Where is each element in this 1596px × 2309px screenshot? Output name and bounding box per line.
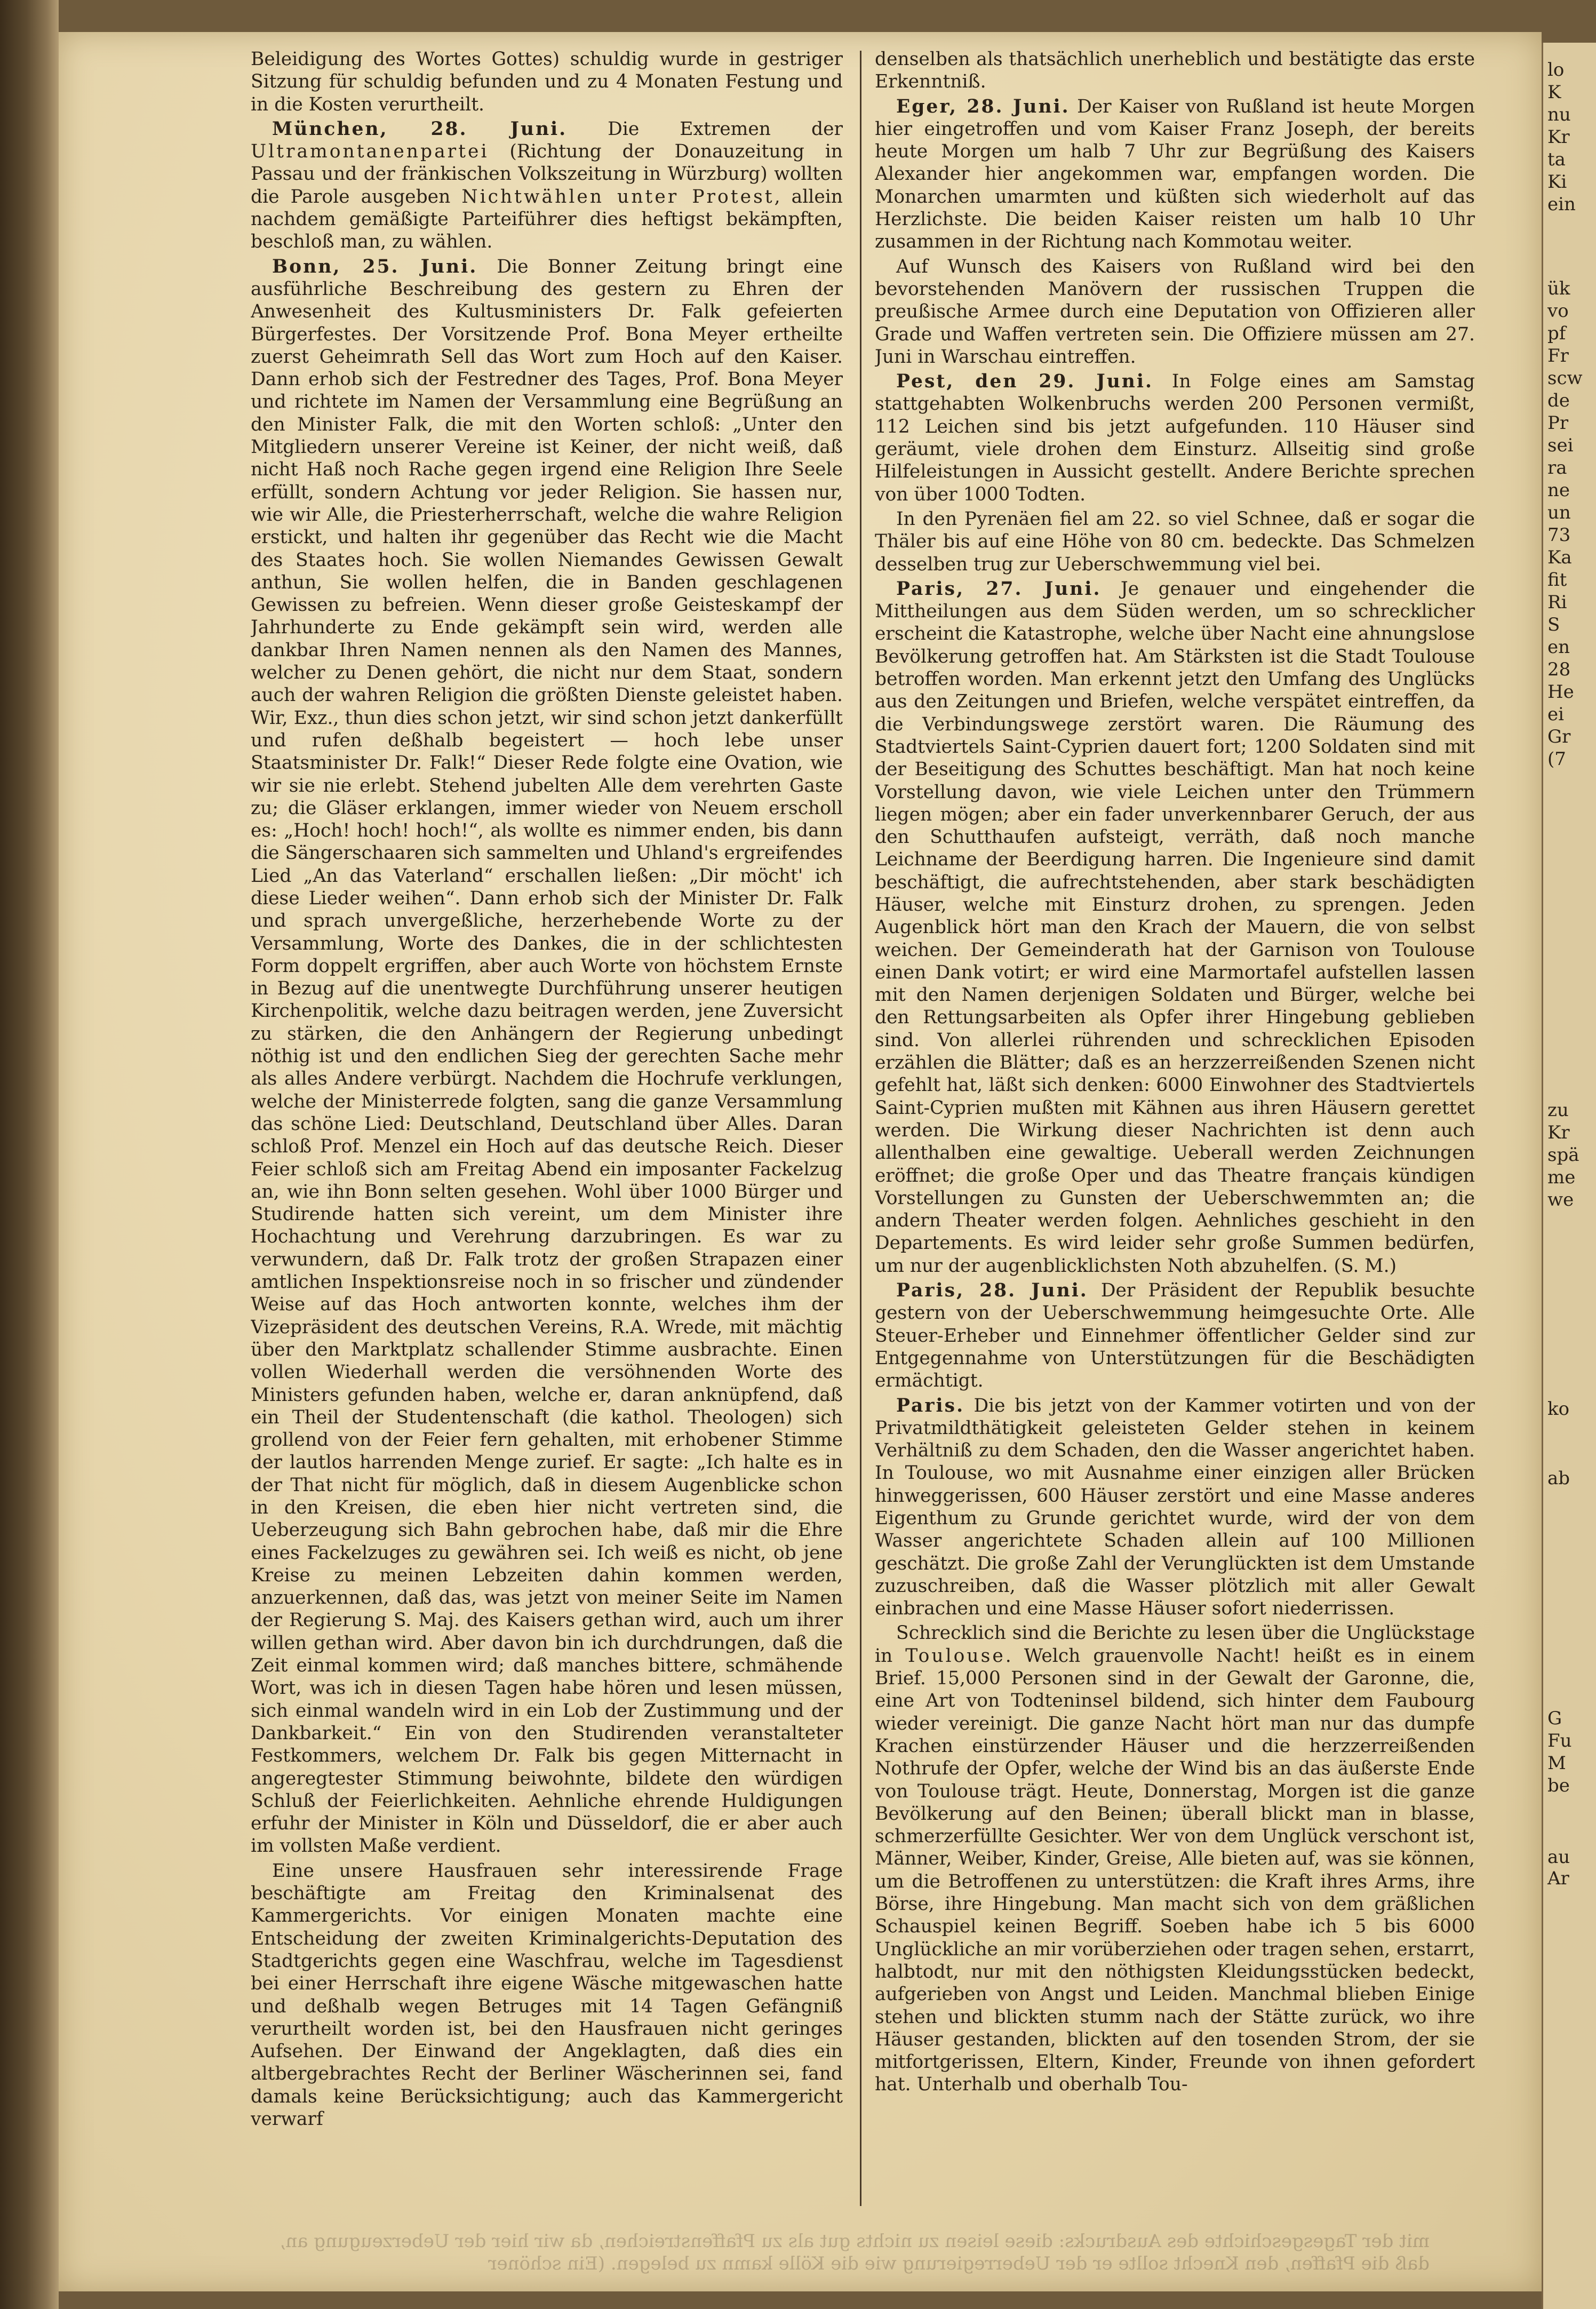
adjacent-page-fragment: sei: [1547, 435, 1574, 456]
adjacent-page-fragment: 28: [1547, 659, 1571, 680]
adjacent-page-fragment: Fu: [1547, 1730, 1572, 1751]
adjacent-page-fragment: de: [1547, 390, 1570, 411]
adjacent-page-fragment: K: [1547, 82, 1561, 103]
muenchen-text-c: , allein nachdem gemäßigte Parteiführer dies heftigst bekämpften, beschloß man, zu wählen.: [251, 186, 843, 253]
adjacent-page-fragment: fit: [1547, 569, 1567, 591]
dateline-bonn: Bonn, 25. Juni.: [272, 256, 478, 277]
adjacent-page-fragment: Kr: [1547, 126, 1570, 148]
adjacent-page-fragment: ko: [1547, 1398, 1570, 1420]
city-toulouse: Toulouse: [905, 1645, 1006, 1667]
adjacent-page-fragment: Fr: [1547, 345, 1569, 367]
slogan: Nichtwählen unter Protest: [461, 186, 775, 208]
adjacent-page-fragment: scw: [1547, 368, 1583, 389]
adjacent-page-fragment: He: [1547, 681, 1574, 703]
adjacent-page-fragment: en: [1547, 636, 1570, 658]
dateline-paris-28: Paris, 28. Juni.: [896, 1280, 1088, 1302]
source-note: (S. M.): [1334, 1255, 1397, 1277]
adjacent-page-fragment: zu: [1547, 1100, 1569, 1121]
article-continuation: Beleidigung des Wortes Gottes) schuldig wurde in gestriger Sitzung für schuldig befunden und zu 4 Monaten Festung und in die Kosten verurtheilt.: [251, 49, 843, 115]
article-paris-28: [875, 1279, 1475, 1392]
adjacent-page-fragment: (7: [1547, 749, 1566, 770]
adjacent-page-fragment: Pr: [1547, 412, 1569, 434]
article-toulouse: [875, 1622, 1475, 2096]
article-eger: [875, 95, 1475, 253]
article-continuation-right: denselben als thatsächlich unerheblich und bestätigte das erste Erkenntniß.: [875, 49, 1475, 93]
adjacent-page-fragment: we: [1547, 1189, 1574, 1211]
adjacent-page-fragment: Ki: [1547, 171, 1567, 193]
adjacent-page-fragment: ei: [1547, 704, 1564, 725]
adjacent-page-fragment: Ri: [1547, 592, 1567, 613]
article-russland: Auf Wunsch des Kaisers von Rußland wird bei den bevorstehenden Manövern der russischen Truppen die preußische Armee durch eine Deputation von Offizieren aller Grade und Waffen vertreten sein. Die Offiziere müssen am 27. Juni in Warschau eintreffen.: [875, 256, 1475, 368]
adjacent-page-edge: [1542, 43, 1596, 2309]
paris-text: Die bis jetzt von der Kammer votirten und von der Privatmildthätigkeit geleisteten Gelder stehen in keinem Verhältniß zu dem Schaden, den die Wasser angerichtet haben. In Toulouse, wo mit Ausnahme einer einzigen aller Brücken hinweggerissen, 600 Häuser zerstört und eine Masse anderes Eigenthum zu Grunde gerichtet wurde, wird der von dem Wasser angerichtete Schaden allein auf 100 Millionen geschätzt. Die große Zahl der Verunglückten ist dem Umstande zuzuschreiben, daß die Wasser plötzlich mit aller Gewalt einbrachen und eine Masse Häuser sofort niederrissen.: [875, 1395, 1475, 1620]
muenchen-text-b: (Richtung der Donauzeitung in Passau und der fränkischen Volkszeitung in Würzburg) wollten die Parole ausgeben: [251, 141, 843, 208]
article-muenchen: [251, 118, 843, 253]
adjacent-page-fragment: Ar: [1547, 1868, 1569, 1889]
article-bonn: [251, 256, 843, 1858]
adjacent-page-fragment: G: [1547, 1708, 1562, 1729]
dateline-eger: Eger, 28. Juni.: [896, 95, 1070, 117]
adjacent-page-fragment: ra: [1547, 457, 1567, 479]
adjacent-page-fragment: ein: [1547, 194, 1576, 215]
adjacent-page-fragment: Ka: [1547, 547, 1572, 568]
article-paris-27: [875, 578, 1475, 1277]
dateline-paris-27: Paris, 27. Juni.: [896, 578, 1102, 600]
adjacent-page-fragment: Gr: [1547, 726, 1571, 747]
eger-text: Der Kaiser von Rußland ist heute Morgen hier eingetroffen und vom Kaiser Franz Joseph, der bereits heute Morgen um halb 7 Uhr zur Begrüßung des Kaisers Alexander hier angekommen war, empfangen worden. Die Monarchen umarmten und küßten sich wiederholt auf das Herzlichste. Die beiden Kaiser reisten um halb 10 Uhr zusammen in der Richtung nach Kommotau weiter.: [875, 95, 1475, 253]
adjacent-page-fragment: spä: [1547, 1144, 1579, 1166]
right-column: [875, 48, 1475, 2214]
column-divider: [860, 51, 861, 2206]
bleed-through-text: mit der Tagesgeschichte des Ausdrucks: diese leisen zu nichts gut als zu Pfaffenstreichen, da wir hier der Ueberzeugung an, daß die Pfaffen, den Knecht sollte er der Ueberregierung wie die Kölle kamn zu belegen. (Ein schöner: [280, 2231, 1430, 2274]
dateline-muenchen: München, 28. Juni.: [272, 118, 568, 140]
adjacent-page-fragment: ab: [1547, 1468, 1570, 1489]
adjacent-page-fragment: Kr: [1547, 1122, 1570, 1143]
book-binding-shadow: [0, 0, 59, 2309]
paris-27-text: Je genauer und eingehender die Mittheilungen aus dem Süden werden, um so schrecklicher erscheint die Katastrophe, welche über Nacht eine ahnungslose Bevölkerung getroffen hat. Am Stärksten ist die Stadt Toulouse betroffen worden. Man erkennt jetzt den Umfang des Unglücks aus den Zeitungen und Briefen, welche verspätet eintreffen, da die Verbindungswege zerstört waren. Die Räumung des Stadtviertels Saint-Cyprien dauert fort; 1200 Soldaten sind mit der Beseitigung des Schuttes beschäftigt. Man hat noch keine Vorstellung davon, wie viele Leichen unter den Trümmern liegen mögen; aber ein fader unverkennbarer Geruch, der aus den Schutthaufen aufsteigt, verräth, daß noch manche Leichname der Beerdigung harren. Die Ingenieure sind damit beschäftigt, die aufrechtstehenden, aber stark beschädigten Häuser, welche mit Einsturz drohen, zu sprengen. Jeden Augenblick hört man den Krach der Mauern, die von selbst weichen. Der Gemeinderath hat der Garnison von Toulouse einen Dank votirt; er wird eine Marmortafel aufstellen lassen mit den Namen derjenigen Soldaten und Bürger, welche bei den Rettungsarbeiten als Opfer ihrer Hingebung geblieben sind. Von allerlei rührenden und schrecklichen Episoden erzählen die Blätter; daß es an herzzerreißenden Szenen nicht gefehlt hat, läßt sich denken: 6000 Einwohner des Stadtviertels Saint-Cyprien mußten mit Kähnen aus ihren Häusern gerettet werden. Die Wirkung dieser Nachrichten ist denn auch allenthalben eine gewaltige. Ueberall werden Zeichnungen eröffnet; die große Oper und das Theatre français kündigen Vorstellungen zu Gunsten der Ueberschwemmten an; die andern Theater werden folgen. Aehnliches geschieht in den Departements. Es wird leider sehr große Summen bedürfen, um nur der augenblicklichsten Noth abzuhelfen.: [875, 578, 1475, 1277]
adjacent-page-fragment: ne: [1547, 480, 1570, 501]
party-name: Ultramontanenpartei: [251, 141, 489, 163]
muenchen-text-a: Die Extremen der: [608, 118, 843, 140]
adjacent-page-fragment: nu: [1547, 104, 1571, 125]
adjacent-page-fragment: lo: [1547, 59, 1565, 81]
adjacent-page-fragment: pf: [1547, 323, 1566, 344]
adjacent-page-fragment: M: [1547, 1753, 1566, 1774]
adjacent-page-fragment: vo: [1547, 300, 1569, 322]
adjacent-page-fragment: un: [1547, 502, 1571, 523]
article-hausfrauen: Eine unsere Hausfrauen sehr interessirende Frage beschäftigte am Freitag den Kriminalsenat des Kammergerichts. Vor einigen Monaten machte eine Entscheidung der zweiten Kriminalgerichts-Deputation des Stadtgerichts gegen eine Waschfrau, welche im Tagesdienst bei einer Herrschaft ihre eigene Wäsche mitgewaschen hatte und deßhalb wegen Betruges mit 14 Tagen Gefängniß verurtheilt worden ist, bei den Hausfrauen nicht geringes Aufsehen. Der Einwand der Angeklagten, daß dies ein altbergebrachtes Recht der Berliner Wäscherinnen sei, fand damals keine Berücksichtigung; auch das Kammergericht verwarf: [251, 1860, 843, 2130]
article-paris: [875, 1395, 1475, 1620]
paris-28-text: Der Präsident der Republik besuchte gestern von der Ueberschwemmung heimgesuchte Orte. Alle Steuer-Erheber und Einnehmer öffentlicher Gelder sind zur Entgegennahme von Unterstützungen für die Beschädigten ermächtigt.: [875, 1280, 1475, 1392]
adjacent-page-fragment: au: [1547, 1846, 1570, 1868]
adjacent-page-fragment: me: [1547, 1167, 1576, 1188]
pest-text: In Folge eines am Samstag stattgehabten Wolkenbruchs werden 200 Personen vermißt, 112 Leichen sind bis jetzt aufgefunden. 110 Häuser sind geräumt, viele drohen dem Einsturz. Allseitig sind große Hilfeleistungen in Aussicht gestellt. Andere Berichte sprechen von über 1000 Todten.: [875, 371, 1475, 505]
article-pest: [875, 370, 1475, 506]
toulouse-text-a: Schrecklich sind die Berichte zu lesen über die Unglückstage in: [875, 1622, 1475, 1667]
article-pyrenaeen: In den Pyrenäen fiel am 22. so viel Schnee, daß er sogar die Thäler bis auf eine Höhe von 80 cm. bedeckte. Das Schmelzen desselben trug zur Ueberschwemmung viel bei.: [875, 508, 1475, 575]
bonn-text: Die Bonner Zeitung bringt eine ausführliche Beschreibung des gestern zu Ehren der Anwesenheit des Kultusministers Dr. Falk gefeierten Bürgerfestes. Der Vorsitzende Prof. Bona Meyer ertheilte zuerst Geheimrath Sell das Wort zum Hoch auf den Kaiser. Dann erhob sich der Festredner des Tages, Prof. Bona Meyer und richtete im Namen der Versammlung eine Begrüßung an den Minister Falk, die mit den Worten schloß: „Unter den Mitgliedern unserer Vereine ist Keiner, der nicht weiß, daß nicht Haß noch Rache gegen irgend eine Religion Ihre Seele erfüllt, sondern Achtung vor jeder Religion. Sie hassen nur, wie wir Alle, die Priesterherrschaft, welche die wahre Religion erstickt, und halten ihr gegenüber das Recht wie die Macht des Staates hoch. Sie wollen Niemandes Gewissen Gewalt anthun, Sie wollen helfen, die in Banden geschlagenen Gewissen zu befreien. Wenn dieser große Geisteskampf der Jahrhunderte zu Ende gekämpft sein wird, werden alle dankbar Ihren Namen nennen als den Namen des Mannes, welcher zu Denen gehört, die nicht nur dem Staat, sondern auch der wahren Religion die größten Dienste geleistet haben. Wir, Exz., thun dies schon jetzt, wir sind schon jetzt dankerfüllt und rufen deßhalb begeistert — hoch lebe unser Staatsminister Dr. Falk!“ Dieser Rede folgte eine Ovation, wie wir sie nie erlebt. Stehend jubelten Alle dem verehrten Gaste zu; die Gläser erklangen, immer wieder von Neuem erscholl es: „Hoch! hoch! hoch!“, als wollte es nimmer enden, bis dann die Sängerschaaren sich sammelten und Uhland's ergreifendes Lied „An das Vaterland“ erschallen ließen: „Dir möcht' ich diese Lieder weihen“. Dann erhob sich der Minister Dr. Falk und sprach unvergeßliche, herzerhebende Worte zu der Versammlung, Worte des Dankes, die in der schlichtesten Form doppelt ergriffen, aber auch Worte von höchstem Ernste in Bezug auf die unentwegte Durchführung unserer heutigen Kirchenpolitik, welche dazu beitragen werden, jene Zuversicht zu stärken, die den Anhängern der Regierung unbedingt nöthig ist und den endlichen Sieg der gerechten Sache mehr als alles Andere verbürgt. Nachdem die Hochrufe verklungen, welche der Ministerrede folgten, sang die ganze Versammlung das schöne Lied: Deutschland, Deutschland über Alles. Daran schloß Prof. Menzel ein Hoch auf das deutsche Reich. Dieser Feier schloß sich am Freitag Abend ein imposanter Fackelzug an, wie ihn Bonn selten gesehen. Wohl über 1000 Bürger und Studirende hatten sich vereint, um dem Minister ihre Hochachtung und Verehrung darzubringen. Es war zu verwundern, daß Dr. Falk trotz der großen Strapazen einer amtlichen Inspektionsreise noch in so frischer und zündender Weise auf das Hoch antworten konnte, welches ihm der Vizepräsident des deutschen Vereins, R.A. Wrede, mit mächtig über den Marktplatz schallender Stimme ausbrachte. Einen vollen Wiederhall werden die versöhnenden Worte des Ministers gefunden haben, welche er, daran anknüpfend, daß ein Theil der Studentenschaft (die kathol. Theologen) sich grollend von der Feier fern gehalten, mit erhobener Stimme der lautlos harrenden Menge zurief. Er sagte: „Ich halte es in der That nicht für möglich, daß in diesem Augenblicke schon in den Kreisen, die eben hier nicht vertreten sind, die Ueberzeugung sich Bahn gebrochen habe, daß mir die Ehre eines Fackelzuges zu gewähren sei. Ich weiß es nicht, ob jene Kreise zu meinen Lebzeiten dahin kommen werden, anzuerkennen, daß das, was jetzt von meiner Seite im Namen der Regierung S. Maj. des Kaisers gethan wird, auch um ihrer willen gethan wird. Aber davon bin ich durchdrungen, daß die Zeit einmal kommen wird; daß manches bittere, schmähende Wort, was ich in diesen Tagen habe hören und lesen müssen, sich einmal wandeln wird in ein Lob der Zustimmung und der Dankbarkeit.“ Ein von den Studirenden veranstalteter Festkommers, welchem Dr. Falk bis gegen Mitternacht in angeregtester Stimmung beiwohnte, bildete den würdigen Schluß der Feierlichkeiten. Aehnliche ehrende Huldigungen erfuhr der Minister in Köln und Düsseldorf, die er aber auch im vollsten Maße verdient.: [251, 256, 843, 1857]
adjacent-page-fragment: S: [1547, 614, 1560, 635]
dateline-paris: Paris.: [896, 1395, 965, 1416]
adjacent-page-fragment: ta: [1547, 149, 1566, 170]
left-column: [251, 48, 843, 2214]
adjacent-page-fragment: 73: [1547, 524, 1571, 546]
toulouse-text-b: . Welch grauenvolle Nacht! heißt es in einem Brief. 15,000 Personen sind in der Gewalt der Garonne, die, eine Art von Todteninsel bildend, sich hinter dem Faubourg wieder vereinigt. Die ganze Nacht hört man nur das dumpfe Krachen einstürzender Häuser und die herzzerreißenden Nothrufe der Opfer, welche der Wind bis an das äußerste Ende von Toulouse trägt. Heute, Donnerstag, Morgen ist die ganze Bevölkerung auf den Beinen; überall blickt man in blasse, schmerzerfüllte Gesichter. Wer von dem Unglück verschont ist, Männer, Weiber, Kinder, Greise, Alle bieten auf, was sie können, um die Betroffenen zu unterstützen: die Kraft ihres Arms, ihre Börse, ihre Hingebung. Man macht sich von dem gräßlichen Schauspiel keinen Begriff. Soeben habe ich 5 bis 6000 Unglückliche an mir vorüberziehen oder tragen sehen, erstarrt, halbtodt, nur mit den nöthigsten Kleidungsstücken bedeckt, aufgerieben von Angst und Leiden. Manchmal blieben Einige stehen und blickten stumm nach der Stätte zurück, wo ihre Häuser gestanden, blickten auf den tosenden Strom, der sie mitfortgerissen, Eltern, Kinder, Freunde von ihnen gefordert hat. Unterhalb und oberhalb Tou-: [875, 1645, 1475, 2096]
dateline-pest: Pest, den 29. Juni.: [896, 371, 1153, 393]
adjacent-page-fragment: ük: [1547, 278, 1570, 299]
adjacent-page-fragment: be: [1547, 1775, 1570, 1796]
